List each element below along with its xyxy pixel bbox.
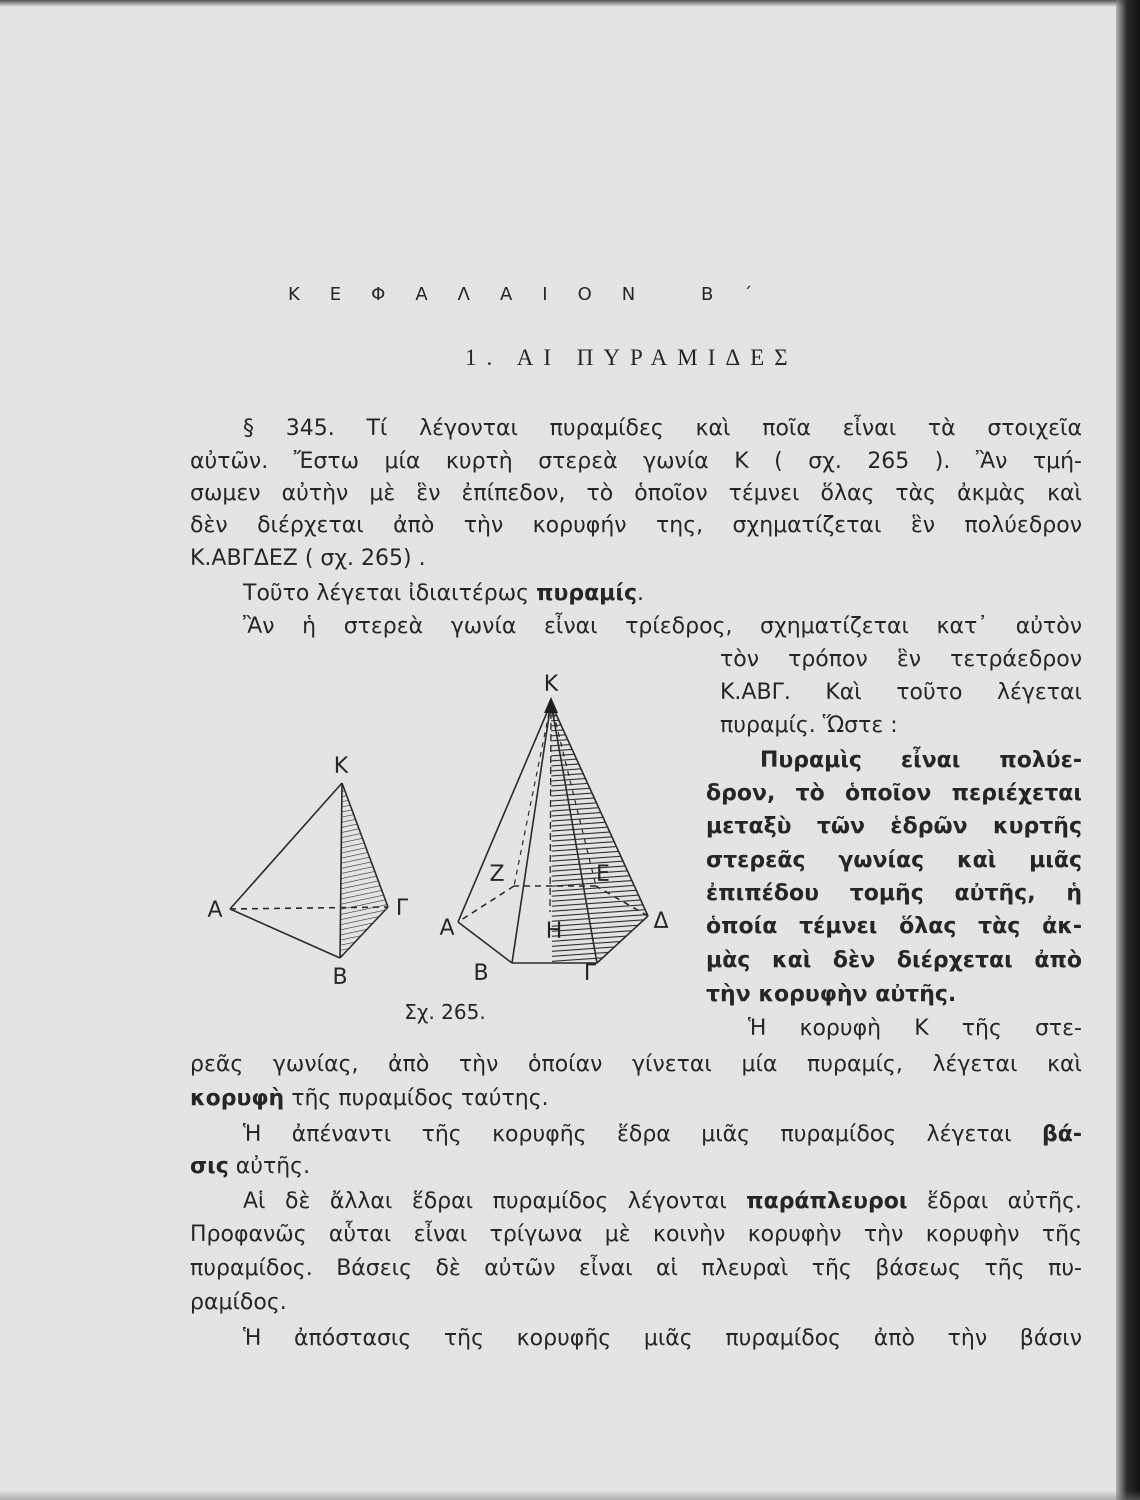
bold-term: πυραμίς bbox=[536, 581, 637, 606]
definition-line: στερεᾶς γωνίας καὶ μιᾶς bbox=[706, 848, 1082, 873]
figure-caption: Σχ. 265. bbox=[404, 1000, 486, 1024]
text-line: αὐτῶν. Ἔστω μία κυρτὴ στερεὰ γωνία Κ ( σχ. 265 ). Ἂν τμή- bbox=[190, 449, 1082, 474]
hexagonal-pyramid-label-d: Δ bbox=[653, 909, 669, 934]
definition-line: Πυραμὶς εἶναι πολύε- bbox=[760, 748, 1082, 773]
text-segment: αὐτῆς. bbox=[228, 1154, 311, 1179]
text-line bbox=[243, 1118, 1082, 1152]
hexagonal-pyramid-base-ab bbox=[458, 922, 512, 963]
hexagonal-pyramid-apex-mark bbox=[544, 697, 558, 713]
definition-line: ὁποία τέμνει ὅλας τὰς ἀκ- bbox=[706, 914, 1082, 939]
text-segment: ἕδραι αὐτῆς. bbox=[907, 1189, 1083, 1214]
hexagonal-pyramid-edge-ka bbox=[458, 703, 551, 922]
bold-term: σις bbox=[190, 1154, 229, 1179]
tetrahedron-label-apex: Κ bbox=[333, 754, 349, 779]
tetrahedron-label-b: Β bbox=[332, 965, 348, 990]
text-line: Ἡ ἀπόστασις τῆς κορυφῆς μιᾶς πυραμίδος ἀπὸ τὴν βάσιν bbox=[243, 1326, 1082, 1351]
tetrahedron-label-g: Γ bbox=[395, 896, 409, 921]
bold-term: βά- bbox=[1042, 1122, 1082, 1147]
hexagonal-pyramid-label-apex: Κ bbox=[543, 672, 559, 697]
text-segment: Ἡ ἀπέναντι τῆς κορυφῆς ἕδρα μιᾶς πυραμίδος λέγεται bbox=[243, 1122, 1042, 1147]
text-line: ρεᾶς γωνίας, ἀπὸ τὴν ὁποίαν γίνεται μία πυραμίς, λέγεται καὶ bbox=[190, 1052, 1082, 1077]
text-line: Κ.ΑΒΓΔΕΖ ( σχ. 265) . bbox=[190, 546, 426, 571]
text-segment: Αἱ δὲ ἄλλαι ἕδραι πυραμίδος λέγονται bbox=[243, 1189, 747, 1214]
text-line: Ἂν ἡ στερεὰ γωνία εἶναι τρίεδρος, σχηματίζεται κατ᾽ αὐτὸν bbox=[243, 614, 1082, 639]
text-line: σωμεν αὐτὴν μὲ ἓν ἐπίπεδον, τὸ ὁποῖον τέμνει ὅλας τὰς ἀκμὰς καὶ bbox=[190, 481, 1082, 506]
text-line: τὸν τρόπον ἓν τετράεδρον bbox=[720, 647, 1082, 672]
text-line: § 345. Τί λέγονται πυραμίδες καὶ ποῖα εἶναι τὰ στοιχεῖα bbox=[243, 416, 1082, 441]
section-title: 1. ΑΙ ΠΥΡΑΜΙΔΕΣ bbox=[465, 345, 798, 370]
definition-line: μεταξὺ τῶν ἑδρῶν κυρτῆς bbox=[706, 814, 1082, 839]
hexagonal-pyramid-label-a: Α bbox=[439, 916, 455, 941]
definition-line: ἐπιπέδου τομῆς αὐτῆς, ἡ bbox=[706, 881, 1082, 906]
text-line: Ἡ κορυφὴ Κ τῆς στε- bbox=[748, 1016, 1082, 1041]
hexagonal-pyramid-hatched-face bbox=[551, 703, 648, 963]
tetrahedron-edge-ab bbox=[230, 909, 340, 958]
text-line bbox=[243, 1185, 1082, 1219]
hexagonal-pyramid-label-z: Ζ bbox=[489, 862, 505, 887]
tetrahedron-drawing bbox=[230, 783, 388, 958]
text-line bbox=[190, 1150, 1082, 1184]
text-line: Προφανῶς αὗται εἶναι τρίγωνα μὲ κοινὴν κορυφὴν τὴν κορυφὴν τῆς bbox=[190, 1222, 1082, 1247]
definition-line: μὰς καὶ δὲν διέρχεται ἀπὸ bbox=[706, 948, 1082, 973]
hexagonal-pyramid-label-g: Γ bbox=[583, 961, 597, 986]
definition-line: δρον, τὸ ὁποῖον περιέχεται bbox=[706, 781, 1082, 806]
text-segment: . bbox=[637, 581, 644, 606]
hexagonal-pyramid-label-h: Η bbox=[545, 919, 563, 944]
bold-term: παράπλευροι bbox=[746, 1189, 908, 1214]
bold-term: κορυφὴ bbox=[190, 1086, 285, 1111]
hexagonal-pyramid-label-b: Β bbox=[473, 961, 489, 986]
hexagonal-pyramid-altitude-kh bbox=[550, 712, 551, 912]
text-segment: τῆς πυραμίδος ταύτης. bbox=[284, 1086, 549, 1111]
text-line bbox=[243, 577, 1082, 611]
text-line bbox=[190, 1082, 1082, 1116]
text-segment: Τοῦτο λέγεται ἰδιαιτέρως bbox=[243, 581, 537, 606]
tetrahedron-label-a: Α bbox=[207, 898, 223, 923]
hexagonal-pyramid-label-e: Ε bbox=[596, 862, 610, 887]
text-line: Κ.ΑΒΓ. Καὶ τοῦτο λέγεται bbox=[720, 680, 1082, 705]
definition-line: τὴν κορυφὴν αὐτῆς. bbox=[706, 982, 957, 1007]
chapter-heading: ΚΕΦΑΛΑΙΟΝ Β΄ bbox=[288, 284, 783, 305]
text-line: πυραμίς. Ὥστε : bbox=[720, 713, 898, 738]
text-line: δὲν διέρχεται ἀπὸ τὴν κορυφήν της, σχηματίζεται ἓν πολύεδρον bbox=[190, 513, 1082, 538]
text-line: ραμίδος. bbox=[190, 1290, 287, 1315]
text-line: πυραμίδος. Βάσεις δὲ αὐτῶν εἶναι αἱ πλευραὶ τῆς βάσεως τῆς πυ- bbox=[190, 1256, 1082, 1281]
hexagonal-pyramid-edge-kz-hidden bbox=[514, 703, 551, 886]
tetrahedron-edge-ka bbox=[230, 783, 342, 909]
